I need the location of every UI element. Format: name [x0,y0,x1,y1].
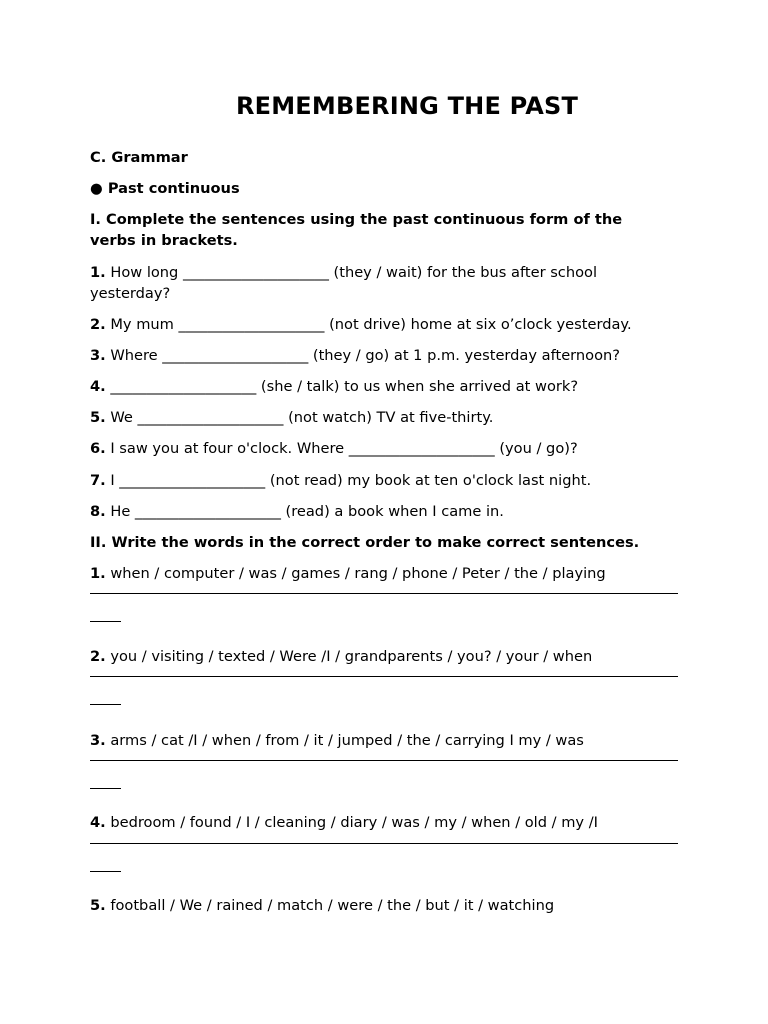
answer-line-rule [90,704,121,705]
answer-line [90,593,678,633]
exercise2-item [90,730,690,751]
answer-line [90,760,678,800]
item-text: He ____________________ (read) a book when I came in. [110,503,504,520]
exercise1-item [90,262,690,283]
section-heading: C. Grammar [90,149,188,166]
exercise1-item [90,407,690,428]
answer-line [90,843,678,883]
item-number: 1. [90,264,106,281]
item-text: How long ____________________ (they / wait) for the bus after school [110,264,597,281]
answer-line-rule [90,676,678,677]
answer-line-rule [90,871,121,872]
answer-line-rule [90,621,121,622]
exercise2-item [90,812,690,833]
answer-line [90,676,678,716]
answer-line-rule [90,843,678,844]
answer-line-rule [90,788,121,789]
exercise2-item [90,646,690,667]
exercise1-item [90,501,690,522]
item-number: 8. [90,503,106,520]
item-number: 6. [90,440,106,457]
item-text: My mum ____________________ (not drive) home at six o’clock yesterday. [110,316,632,333]
exercise1-item-continuation: yesterday? [90,285,171,302]
item-text: football / We / rained / match / were / the / but / it / watching [110,897,555,914]
item-number: 5. [90,409,106,426]
part2-instruction: II. Write the words in the correct order to make correct sentences. [90,534,640,551]
exercise2-item [90,563,690,584]
exercise1-item [90,345,690,366]
item-number: 4. [90,378,106,395]
item-text: when / computer / was / games / rang / phone / Peter / the / playing [110,565,606,582]
worksheet-title: REMEMBERING THE PAST [235,92,579,120]
answer-line-rule [90,760,678,761]
item-text: arms / cat /I / when / from / it / jumped / the / carrying I my / was [110,732,584,749]
exercise1-item [90,470,690,491]
item-text: bedroom / found / I / cleaning / diary / was / my / when / old / my /I [110,814,598,831]
item-number: 5. [90,897,106,914]
item-number: 1. [90,565,106,582]
item-text: Where ____________________ (they / go) at 1 p.m. yesterday afternoon? [110,347,621,364]
exercise1-item [90,438,690,459]
item-text: you / visiting / texted / Were /I / grandparents / you? / your / when [110,648,593,665]
item-number: 2. [90,316,106,333]
item-number: 2. [90,648,106,665]
exercise1-item [90,376,690,397]
item-number: 3. [90,732,106,749]
part1-instruction: I. Complete the sentences using the past continuous form of the verbs in brackets. [90,211,623,249]
item-text: We ____________________ (not watch) TV at five-thirty. [110,409,494,426]
item-number: 3. [90,347,106,364]
item-number: 7. [90,472,106,489]
topic-heading: ● Past continuous [90,180,240,197]
item-text: ____________________ (she / talk) to us when she arrived at work? [110,378,579,395]
answer-line-rule [90,593,678,594]
exercise1-item [90,314,690,335]
item-text: I saw you at four o'clock. Where ____________________ (you / go)? [110,440,578,457]
item-text: I ____________________ (not read) my book at ten o'clock last night. [110,472,592,489]
exercise2-item [90,895,690,916]
item-number: 4. [90,814,106,831]
